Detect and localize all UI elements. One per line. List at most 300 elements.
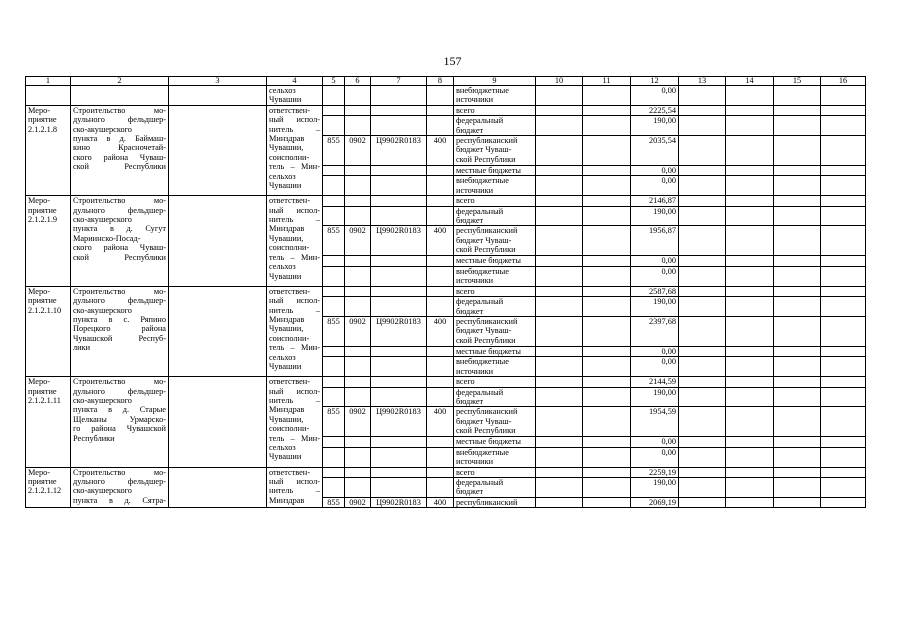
empty-cell <box>821 467 866 477</box>
column-number: 7 <box>371 77 427 86</box>
empty-cell <box>583 206 631 226</box>
funding-source: федеральный бюджет <box>454 477 536 497</box>
empty-cell <box>679 105 726 115</box>
empty-cell <box>774 176 821 196</box>
funding-source: федеральный бюджет <box>454 206 536 226</box>
empty-cell <box>726 497 774 507</box>
activity-title: Строительство мо- дульного фельдшер- ско-акушерского пункта в д. Старые Щелканы Урмарско- го района Чувашской Республики <box>71 377 169 467</box>
empty-cell <box>821 86 866 106</box>
empty-cell <box>583 387 631 407</box>
empty-cell <box>427 477 454 497</box>
empty-cell <box>427 176 454 196</box>
grbs-code: 855 <box>323 316 345 346</box>
empty-cell <box>371 357 427 377</box>
amount-cell: 0,00 <box>631 266 679 286</box>
empty-cell <box>583 467 631 477</box>
empty-cell <box>427 357 454 377</box>
empty-cell <box>726 226 774 256</box>
empty-cell <box>726 477 774 497</box>
empty-cell <box>345 196 371 206</box>
empty-cell <box>371 286 427 296</box>
vr-code: 400 <box>427 316 454 346</box>
empty-cell <box>821 377 866 387</box>
empty-cell <box>726 387 774 407</box>
empty-cell <box>821 447 866 467</box>
empty-cell <box>427 286 454 296</box>
empty-cell <box>774 105 821 115</box>
amount-cell: 0,00 <box>631 176 679 196</box>
empty-cell <box>427 387 454 407</box>
empty-cell <box>536 497 583 507</box>
empty-cell <box>774 86 821 106</box>
empty-cell <box>371 467 427 477</box>
funding-source: внебюджетные источники <box>454 86 536 106</box>
empty-cell <box>427 377 454 387</box>
funding-source: всего <box>454 286 536 296</box>
empty-cell <box>169 105 267 195</box>
empty-cell <box>679 316 726 346</box>
empty-cell <box>679 477 726 497</box>
empty-cell <box>583 136 631 166</box>
empty-cell <box>726 407 774 437</box>
empty-cell <box>427 266 454 286</box>
empty-cell <box>583 497 631 507</box>
empty-cell <box>583 226 631 256</box>
empty-cell <box>427 86 454 106</box>
empty-cell <box>323 357 345 377</box>
empty-cell <box>371 105 427 115</box>
grbs-code: 855 <box>323 136 345 166</box>
column-number: 4 <box>267 77 323 86</box>
empty-cell <box>821 316 866 346</box>
activity-code: Меро- приятие 2.1.2.1.8 <box>26 105 71 195</box>
rzpr-code: 0902 <box>345 316 371 346</box>
empty-cell <box>345 477 371 497</box>
empty-cell <box>323 447 345 467</box>
funding-source: федеральный бюджет <box>454 387 536 407</box>
funding-source: республиканский бюджет Чуваш- ской Республики <box>454 316 536 346</box>
empty-cell <box>371 176 427 196</box>
column-number: 14 <box>726 77 774 86</box>
column-number: 12 <box>631 77 679 86</box>
empty-cell <box>583 86 631 106</box>
vr-code: 400 <box>427 497 454 507</box>
table-row <box>26 196 866 206</box>
empty-cell <box>583 447 631 467</box>
empty-cell <box>323 116 345 136</box>
csr-code: Ц9902R0183 <box>371 407 427 437</box>
executor-cell: ответствен- ный испол- нитель – Минздрав Чувашии, соисполни- тель – Мин- сельхоз Чувашии <box>267 377 323 467</box>
empty-cell <box>679 266 726 286</box>
funding-source: республиканский бюджет Чуваш- ской Республики <box>454 136 536 166</box>
empty-cell <box>371 166 427 176</box>
empty-cell <box>821 346 866 356</box>
column-number: 9 <box>454 77 536 86</box>
empty-cell <box>821 477 866 497</box>
empty-cell <box>345 86 371 106</box>
executor-cell: ответствен- ный испол- нитель – Минздрав Чувашии, соисполни- тель – Мин- сельхоз Чувашии <box>267 196 323 286</box>
empty-cell <box>323 166 345 176</box>
grbs-code: 855 <box>323 497 345 507</box>
empty-cell <box>371 256 427 266</box>
empty-cell <box>536 176 583 196</box>
amount-cell: 2259,19 <box>631 467 679 477</box>
empty-cell <box>774 286 821 296</box>
empty-cell <box>323 437 345 447</box>
empty-cell <box>427 256 454 266</box>
empty-cell <box>371 266 427 286</box>
empty-cell <box>427 105 454 115</box>
empty-cell <box>371 86 427 106</box>
empty-cell <box>71 86 169 106</box>
empty-cell <box>726 346 774 356</box>
empty-cell <box>821 206 866 226</box>
empty-cell <box>583 116 631 136</box>
amount-cell: 0,00 <box>631 86 679 106</box>
amount-cell: 190,00 <box>631 116 679 136</box>
empty-cell <box>345 166 371 176</box>
empty-cell <box>583 346 631 356</box>
empty-cell <box>371 447 427 467</box>
carryover-row <box>26 86 866 106</box>
empty-cell <box>427 346 454 356</box>
empty-cell <box>726 206 774 226</box>
rzpr-code: 0902 <box>345 226 371 256</box>
funding-source: внебюджетные источники <box>454 447 536 467</box>
empty-cell <box>427 447 454 467</box>
empty-cell <box>774 206 821 226</box>
empty-cell <box>774 447 821 467</box>
empty-cell <box>345 116 371 136</box>
amount-cell: 1954,59 <box>631 407 679 437</box>
empty-cell <box>726 286 774 296</box>
column-number: 16 <box>821 77 866 86</box>
empty-cell <box>679 196 726 206</box>
empty-cell <box>323 387 345 407</box>
empty-cell <box>726 256 774 266</box>
executor-cell: сельхоз Чувашии <box>267 86 323 106</box>
column-number: 13 <box>679 77 726 86</box>
empty-cell <box>679 377 726 387</box>
empty-cell <box>774 297 821 317</box>
amount-cell: 2146,87 <box>631 196 679 206</box>
funding-source: местные бюджеты <box>454 437 536 447</box>
amount-cell: 1956,87 <box>631 226 679 256</box>
empty-cell <box>323 256 345 266</box>
empty-cell <box>679 346 726 356</box>
empty-cell <box>821 266 866 286</box>
column-number-row <box>26 77 866 86</box>
empty-cell <box>679 357 726 377</box>
empty-cell <box>536 166 583 176</box>
activity-code: Меро- приятие 2.1.2.1.9 <box>26 196 71 286</box>
empty-cell <box>726 297 774 317</box>
executor-cell: ответствен- ный испол- нитель – Минздрав <box>267 467 323 508</box>
funding-source: местные бюджеты <box>454 166 536 176</box>
empty-cell <box>821 357 866 377</box>
empty-cell <box>679 286 726 296</box>
empty-cell <box>726 467 774 477</box>
empty-cell <box>536 387 583 407</box>
empty-cell <box>536 467 583 477</box>
empty-cell <box>169 377 267 467</box>
empty-cell <box>726 196 774 206</box>
rzpr-code: 0902 <box>345 136 371 166</box>
empty-cell <box>345 357 371 377</box>
column-number: 11 <box>583 77 631 86</box>
empty-cell <box>583 256 631 266</box>
empty-cell <box>821 105 866 115</box>
empty-cell <box>821 136 866 166</box>
empty-cell <box>583 266 631 286</box>
funding-source: республиканский <box>454 497 536 507</box>
funding-source: федеральный бюджет <box>454 116 536 136</box>
table-row <box>26 377 866 387</box>
empty-cell <box>679 407 726 437</box>
amount-cell: 0,00 <box>631 357 679 377</box>
empty-cell <box>821 226 866 256</box>
empty-cell <box>726 166 774 176</box>
empty-cell <box>345 286 371 296</box>
page-number: 157 <box>443 54 462 68</box>
funding-source: всего <box>454 467 536 477</box>
rzpr-code: 0902 <box>345 407 371 437</box>
amount-cell: 0,00 <box>631 256 679 266</box>
funding-source: внебюджетные источники <box>454 266 536 286</box>
empty-cell <box>536 357 583 377</box>
empty-cell <box>536 206 583 226</box>
empty-cell <box>169 467 267 508</box>
empty-cell <box>323 176 345 196</box>
empty-cell <box>583 357 631 377</box>
table-row <box>26 467 866 477</box>
empty-cell <box>536 105 583 115</box>
amount-cell: 2035,54 <box>631 136 679 166</box>
executor-cell: ответствен- ный испол- нитель – Минздрав Чувашии, соисполни- тель – Мин- сельхоз Чувашии <box>267 286 323 376</box>
amount-cell: 190,00 <box>631 477 679 497</box>
empty-cell <box>726 136 774 166</box>
executor-cell: ответствен- ный испол- нитель – Минздрав Чувашии, соисполни- тель – Мин- сельхоз Чувашии <box>267 105 323 195</box>
funding-source: всего <box>454 377 536 387</box>
empty-cell <box>169 196 267 286</box>
empty-cell <box>774 377 821 387</box>
empty-cell <box>427 297 454 317</box>
empty-cell <box>371 387 427 407</box>
empty-cell <box>371 346 427 356</box>
empty-cell <box>821 437 866 447</box>
empty-cell <box>679 387 726 407</box>
empty-cell <box>774 196 821 206</box>
empty-cell <box>726 447 774 467</box>
empty-cell <box>774 467 821 477</box>
empty-cell <box>536 437 583 447</box>
csr-code: Ц9902R0183 <box>371 226 427 256</box>
empty-cell <box>774 136 821 166</box>
empty-cell <box>427 467 454 477</box>
empty-cell <box>427 437 454 447</box>
activity-title: Строительство мо- дульного фельдшер- ско-акушерского пункта в д. Сятра- <box>71 467 169 508</box>
empty-cell <box>371 437 427 447</box>
empty-cell <box>427 196 454 206</box>
empty-cell <box>323 196 345 206</box>
empty-cell <box>774 166 821 176</box>
empty-cell <box>323 377 345 387</box>
amount-cell: 2587,68 <box>631 286 679 296</box>
column-number: 2 <box>71 77 169 86</box>
activity-title: Строительство мо- дульного фельдшер- ско-акушерского пункта в д. Баймаш- кино Красночетай- ского района Чуваш- ской Республики <box>71 105 169 195</box>
column-number: 8 <box>427 77 454 86</box>
csr-code: Ц9902R0183 <box>371 136 427 166</box>
activity-title: Строительство мо- дульного фельдшер- ско-акушерского пункта в д. Сугут Мариинско-Посад- ского района Чуваш- ской Республики <box>71 196 169 286</box>
empty-cell <box>345 256 371 266</box>
empty-cell <box>679 297 726 317</box>
empty-cell <box>821 196 866 206</box>
funding-source: республиканский бюджет Чуваш- ской Республики <box>454 226 536 256</box>
amount-cell: 0,00 <box>631 437 679 447</box>
empty-cell <box>726 316 774 346</box>
empty-cell <box>536 477 583 497</box>
empty-cell <box>583 407 631 437</box>
empty-cell <box>371 116 427 136</box>
grbs-code: 855 <box>323 226 345 256</box>
empty-cell <box>371 377 427 387</box>
empty-cell <box>821 176 866 196</box>
empty-cell <box>726 266 774 286</box>
empty-cell <box>536 447 583 467</box>
activity-code: Меро- приятие 2.1.2.1.11 <box>26 377 71 467</box>
empty-cell <box>536 136 583 166</box>
activity-title: Строительство мо- дульного фельдшер- ско-акушерского пункта в с. Ряпино Порецкого района Чувашской Респуб- лики <box>71 286 169 376</box>
table-row <box>26 105 866 115</box>
column-number: 1 <box>26 77 71 86</box>
empty-cell <box>774 346 821 356</box>
empty-cell <box>583 297 631 317</box>
activity-code: Меро- приятие 2.1.2.1.12 <box>26 467 71 508</box>
empty-cell <box>774 437 821 447</box>
empty-cell <box>679 206 726 226</box>
activity-code: Меро- приятие 2.1.2.1.10 <box>26 286 71 376</box>
empty-cell <box>323 346 345 356</box>
empty-cell <box>774 477 821 497</box>
amount-cell: 0,00 <box>631 447 679 467</box>
empty-cell <box>774 387 821 407</box>
csr-code: Ц9902R0183 <box>371 497 427 507</box>
amount-cell: 0,00 <box>631 346 679 356</box>
empty-cell <box>821 286 866 296</box>
empty-cell <box>774 266 821 286</box>
vr-code: 400 <box>427 407 454 437</box>
empty-cell <box>427 206 454 226</box>
empty-cell <box>583 166 631 176</box>
column-number: 5 <box>323 77 345 86</box>
empty-cell <box>169 286 267 376</box>
amount-cell: 2144,59 <box>631 377 679 387</box>
empty-cell <box>323 266 345 286</box>
funding-source: местные бюджеты <box>454 256 536 266</box>
amount-cell: 2397,68 <box>631 316 679 346</box>
empty-cell <box>536 266 583 286</box>
empty-cell <box>821 497 866 507</box>
empty-cell <box>345 437 371 447</box>
empty-cell <box>345 297 371 317</box>
empty-cell <box>536 256 583 266</box>
empty-cell <box>536 116 583 136</box>
empty-cell <box>679 467 726 477</box>
empty-cell <box>536 286 583 296</box>
empty-cell <box>583 176 631 196</box>
empty-cell <box>536 407 583 437</box>
empty-cell <box>323 467 345 477</box>
funding-source: всего <box>454 196 536 206</box>
empty-cell <box>774 407 821 437</box>
empty-cell <box>323 477 345 497</box>
funding-source: внебюджетные источники <box>454 176 536 196</box>
empty-cell <box>679 256 726 266</box>
vr-code: 400 <box>427 136 454 166</box>
empty-cell <box>821 166 866 176</box>
empty-cell <box>726 357 774 377</box>
empty-cell <box>345 266 371 286</box>
empty-cell <box>323 86 345 106</box>
empty-cell <box>821 297 866 317</box>
funding-source: федеральный бюджет <box>454 297 536 317</box>
empty-cell <box>323 206 345 226</box>
empty-cell <box>583 196 631 206</box>
empty-cell <box>726 176 774 196</box>
budget-table <box>25 76 866 508</box>
empty-cell <box>821 407 866 437</box>
empty-cell <box>679 136 726 166</box>
empty-cell <box>774 497 821 507</box>
empty-cell <box>726 86 774 106</box>
empty-cell <box>323 105 345 115</box>
empty-cell <box>323 297 345 317</box>
empty-cell <box>679 497 726 507</box>
empty-cell <box>583 316 631 346</box>
empty-cell <box>536 226 583 256</box>
empty-cell <box>726 105 774 115</box>
amount-cell: 2069,19 <box>631 497 679 507</box>
empty-cell <box>726 437 774 447</box>
empty-cell <box>583 286 631 296</box>
empty-cell <box>726 116 774 136</box>
amount-cell: 0,00 <box>631 166 679 176</box>
empty-cell <box>427 116 454 136</box>
empty-cell <box>726 377 774 387</box>
empty-cell <box>345 346 371 356</box>
vr-code: 400 <box>427 226 454 256</box>
empty-cell <box>536 86 583 106</box>
grbs-code: 855 <box>323 407 345 437</box>
empty-cell <box>536 346 583 356</box>
empty-cell <box>371 196 427 206</box>
empty-cell <box>821 116 866 136</box>
empty-cell <box>774 316 821 346</box>
empty-cell <box>345 206 371 226</box>
empty-cell <box>427 166 454 176</box>
empty-cell <box>345 447 371 467</box>
empty-cell <box>536 196 583 206</box>
empty-cell <box>774 357 821 377</box>
amount-cell: 2225,54 <box>631 105 679 115</box>
empty-cell <box>345 377 371 387</box>
empty-cell <box>345 176 371 196</box>
empty-cell <box>345 467 371 477</box>
amount-cell: 190,00 <box>631 387 679 407</box>
column-number: 6 <box>345 77 371 86</box>
empty-cell <box>679 116 726 136</box>
funding-source: республиканский бюджет Чуваш- ской Республики <box>454 407 536 437</box>
